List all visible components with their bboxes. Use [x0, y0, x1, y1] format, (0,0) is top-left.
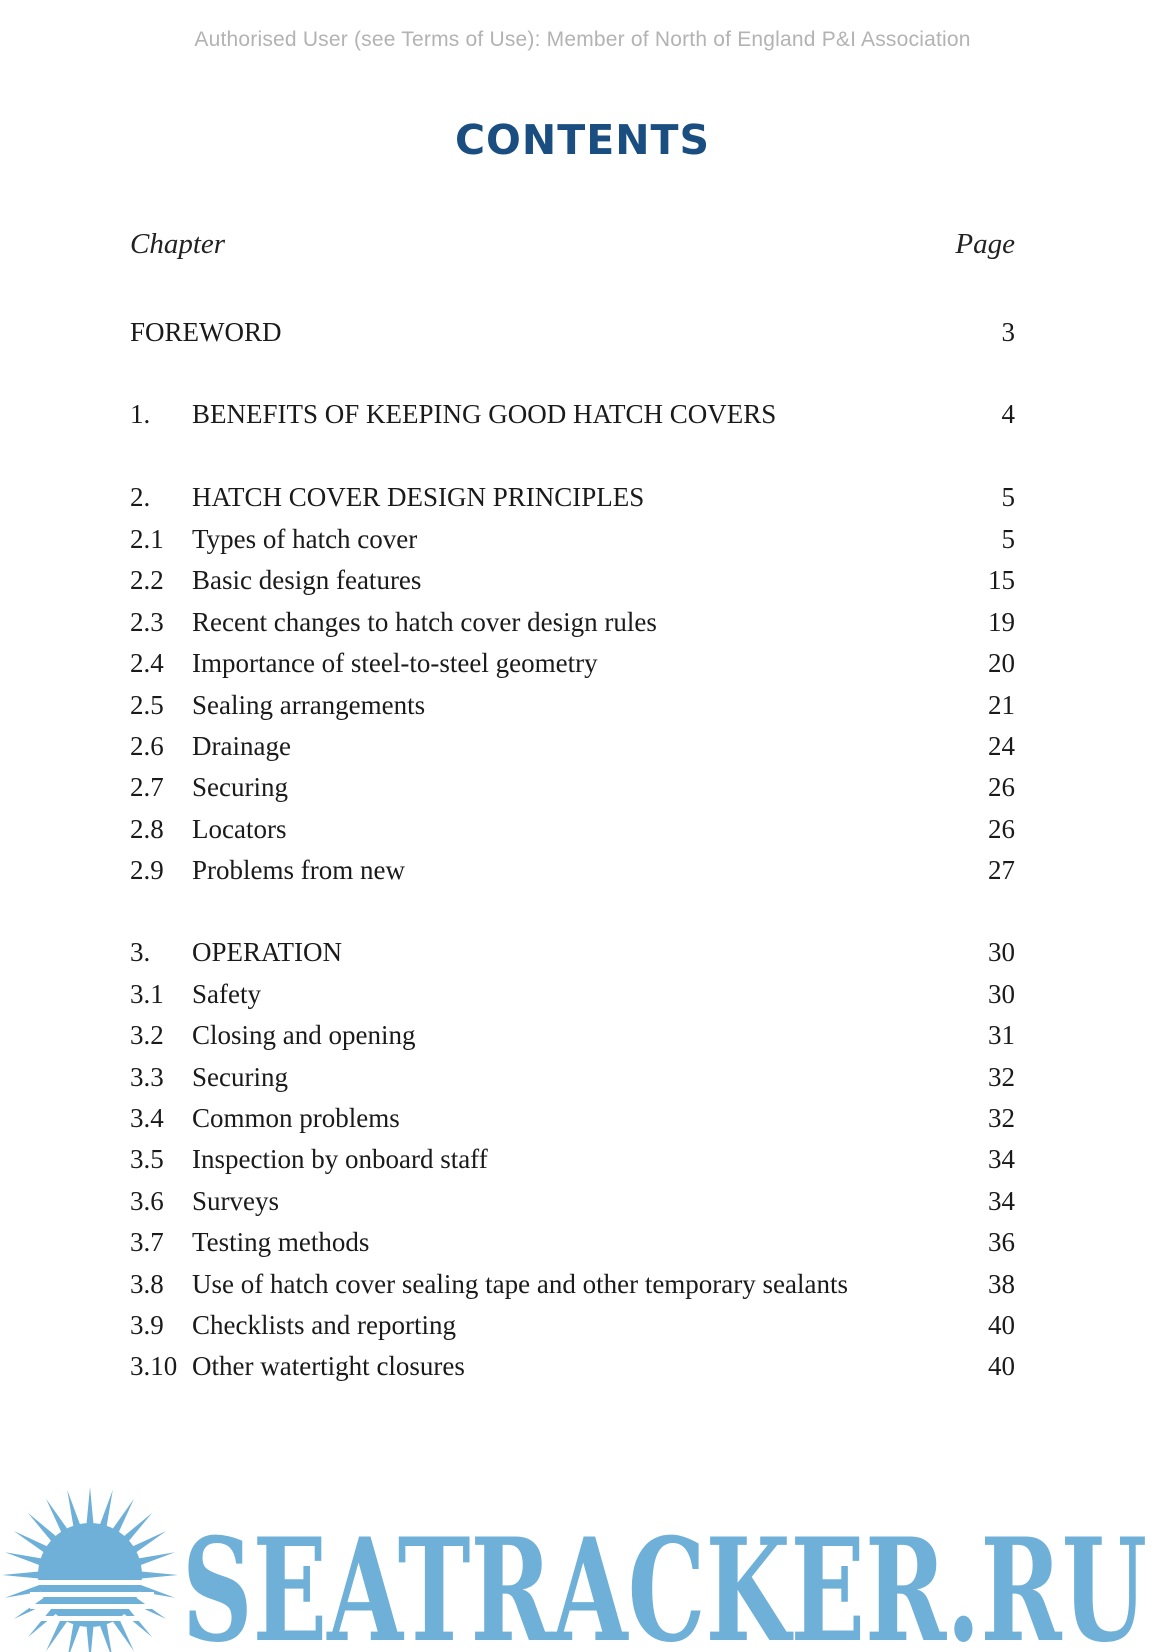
toc-entry-number: 2.	[130, 482, 151, 512]
toc-entry-number: 3.1	[130, 979, 164, 1009]
sun-ray	[99, 1490, 112, 1528]
toc-entry-label: Closing and opening	[192, 1020, 416, 1050]
toc-entry-number: 2.2	[130, 565, 164, 595]
page-title: CONTENTS	[454, 116, 711, 164]
sun-ray	[46, 1616, 68, 1651]
authorised-user-watermark: Authorised User (see Terms of Use): Member of North of England P&I Association	[194, 28, 971, 51]
toc-entry-page: 34	[988, 1186, 1015, 1216]
toc-entry-label: Sealing arrangements	[192, 690, 426, 720]
toc-entry-label: Inspection by onboard staff	[192, 1144, 488, 1174]
toc-entry-number: 3.4	[130, 1103, 164, 1133]
sun-ray	[140, 1571, 178, 1578]
toc-entry-page: 19	[988, 607, 1015, 637]
toc-entry-number: 3.	[130, 937, 151, 967]
chapter-column-header: Chapter	[130, 228, 226, 260]
sun-ray	[2, 1571, 40, 1578]
seatracker-logo[interactable]	[0, 1480, 1165, 1652]
sun-ray	[137, 1552, 175, 1565]
toc-entry-number: 1.	[130, 399, 151, 429]
toc-entry-page: 36	[988, 1227, 1015, 1257]
toc-entry-number: 3.2	[130, 1020, 164, 1050]
toc-entry-label: Importance of steel-to-steel geometry	[192, 648, 598, 678]
sun-ray	[67, 1622, 80, 1652]
sun-ray	[14, 1531, 49, 1553]
toc-entry-page: 3	[1001, 317, 1015, 347]
toc-entry-label: Surveys	[192, 1186, 279, 1216]
toc-entry[interactable]	[130, 1020, 1015, 1056]
toc-entry[interactable]	[130, 1269, 1015, 1305]
sun-ray	[46, 1499, 68, 1534]
toc-entry-page: 31	[988, 1020, 1015, 1050]
toc-entry-label: Locators	[192, 814, 287, 844]
toc-entry[interactable]	[130, 690, 1015, 726]
toc-entry[interactable]	[130, 979, 1015, 1015]
logo-text: SEATRACKER.RU	[182, 1508, 1147, 1652]
toc-entry-chapter-1[interactable]	[130, 399, 1015, 435]
toc-entry-number: 2.4	[130, 648, 164, 678]
toc-entry-page: 32	[988, 1103, 1015, 1133]
toc-entry-label: Checklists and reporting	[192, 1310, 456, 1340]
toc-entry-page: 5	[1001, 482, 1015, 512]
sun-ray	[28, 1513, 58, 1543]
toc-entry-label: Recent changes to hatch cover design rules	[192, 607, 657, 637]
toc-entry-page: 5	[1001, 524, 1015, 554]
toc-entry-foreword[interactable]	[130, 317, 1015, 353]
toc-entry-number: 3.5	[130, 1144, 164, 1174]
toc-entry-label: Use of hatch cover sealing tape and other temporary sealants	[192, 1269, 848, 1299]
toc-entry-number: 2.9	[130, 855, 164, 885]
toc-entry-label: OPERATION	[192, 937, 343, 967]
toc-entry-label: Testing methods	[192, 1227, 370, 1257]
sun-ray	[99, 1622, 112, 1652]
toc-entry[interactable]	[130, 524, 1015, 560]
sun-ray	[28, 1608, 58, 1638]
toc-entry[interactable]	[130, 731, 1015, 767]
toc-entry-label: Safety	[192, 979, 261, 1009]
toc-entry[interactable]	[130, 1186, 1015, 1222]
sun-ray	[112, 1499, 134, 1534]
toc-entry[interactable]	[130, 814, 1015, 850]
sun-icon	[2, 1487, 178, 1652]
toc-entry-page: 32	[988, 1062, 1015, 1092]
toc-entry-number: 2.7	[130, 772, 164, 802]
toc-entry-number: 2.6	[130, 731, 164, 761]
toc-entry-number: 3.7	[130, 1227, 164, 1257]
sun-ray	[112, 1616, 134, 1651]
sun-ray	[123, 1513, 153, 1543]
toc-entry-label: Other watertight closures	[192, 1351, 465, 1381]
toc-entry-label: Securing	[192, 772, 288, 802]
toc-entry-page: 24	[988, 731, 1015, 761]
toc-entry-label: BENEFITS OF KEEPING GOOD HATCH COVERS	[192, 399, 777, 429]
toc-entry-page: 27	[988, 855, 1015, 885]
toc-entry-number: 2.3	[130, 607, 164, 637]
toc-entry-page: 40	[988, 1310, 1015, 1340]
toc-entry-number: 3.9	[130, 1310, 164, 1340]
toc-entry[interactable]	[130, 1351, 1015, 1387]
toc-entry[interactable]	[130, 855, 1015, 891]
toc-entry[interactable]	[130, 1062, 1015, 1098]
toc-entry-number: 2.8	[130, 814, 164, 844]
toc-entry-page: 21	[988, 690, 1015, 720]
sun-ray	[86, 1487, 93, 1525]
toc-entry-label: Securing	[192, 1062, 288, 1092]
toc-entry[interactable]	[130, 565, 1015, 601]
toc-entry-label: HATCH COVER DESIGN PRINCIPLES	[192, 482, 645, 512]
toc-entry-page: 20	[988, 648, 1015, 678]
toc-entry-label: Common problems	[192, 1103, 400, 1133]
toc-entry-chapter-2[interactable]	[130, 482, 1015, 518]
toc-entry[interactable]	[130, 607, 1015, 643]
toc-entry[interactable]	[130, 1227, 1015, 1263]
sun-ray	[86, 1625, 93, 1652]
toc-entry[interactable]	[130, 1144, 1015, 1180]
toc-entry-page: 15	[988, 565, 1015, 595]
toc-entry[interactable]	[130, 648, 1015, 684]
toc-entry-number: 3.6	[130, 1186, 164, 1216]
toc-entry[interactable]	[130, 772, 1015, 808]
toc-entry-page: 4	[1001, 399, 1015, 429]
toc-entry-page: 30	[988, 937, 1015, 967]
sun-ray	[123, 1608, 153, 1638]
toc-entry-label: Drainage	[192, 731, 291, 761]
toc-entry-number: 2.1	[130, 524, 164, 554]
toc-entry-chapter-3[interactable]	[130, 937, 1015, 973]
toc-entry-number: 3.8	[130, 1269, 164, 1299]
toc-entry-page: 26	[988, 772, 1015, 802]
sun-ray	[131, 1531, 166, 1553]
toc-entry-page: 30	[988, 979, 1015, 1009]
toc-entry-page: 34	[988, 1144, 1015, 1174]
toc-entry-number: 3.10	[130, 1351, 178, 1381]
toc-entry-number: 3.3	[130, 1062, 164, 1092]
sun-ray	[5, 1552, 43, 1565]
toc-entry[interactable]	[130, 1310, 1015, 1346]
toc-entry-page: 38	[988, 1269, 1015, 1299]
sun-ray	[67, 1490, 80, 1528]
toc-entry-label: Problems from new	[192, 855, 405, 885]
page-column-header: Page	[955, 228, 1015, 260]
toc-entry-label: FOREWORD	[130, 317, 282, 347]
toc-entry-page: 40	[988, 1351, 1015, 1381]
toc-entry-label: Types of hatch cover	[192, 524, 418, 554]
toc-entry-page: 26	[988, 814, 1015, 844]
toc-entry[interactable]	[130, 1103, 1015, 1139]
toc-entry-number: 2.5	[130, 690, 164, 720]
toc-entry-label: Basic design features	[192, 565, 422, 595]
